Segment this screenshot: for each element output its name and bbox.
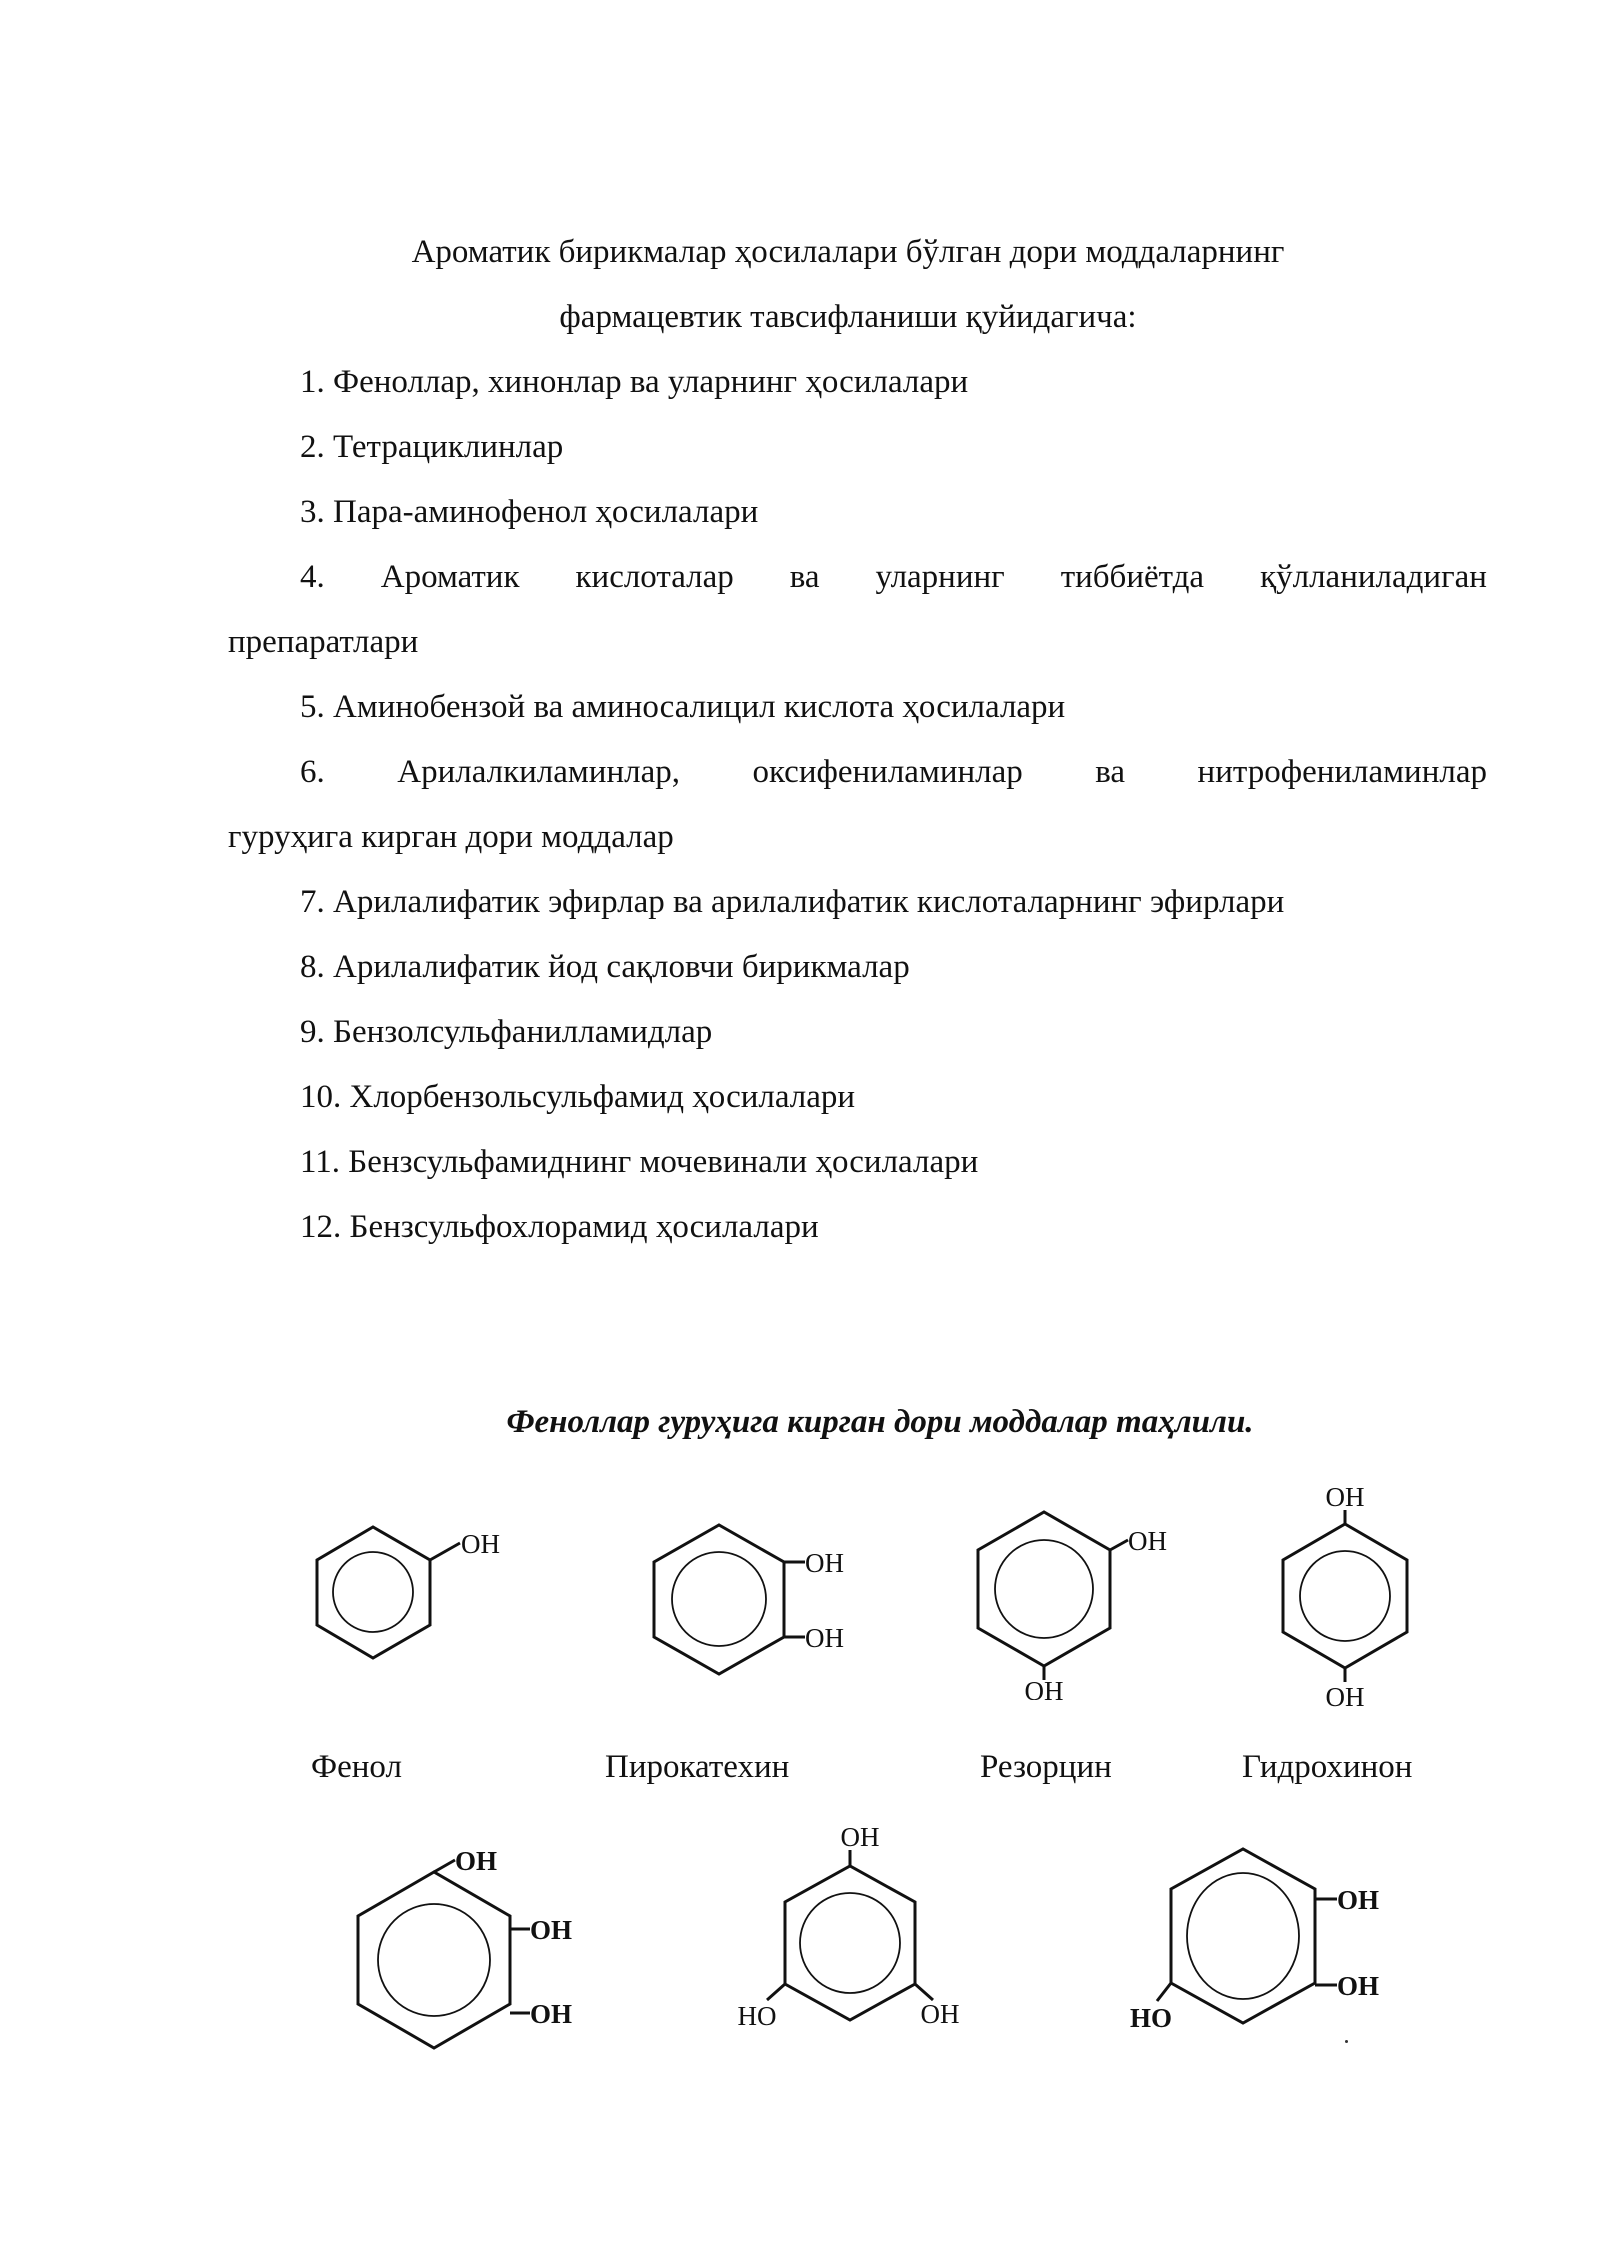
resorcinol-structure: [960, 1500, 1190, 1700]
list-item-4-word: уларнинг: [875, 559, 1005, 595]
ho-label: HO: [737, 2001, 777, 2031]
list-item-9: 9. Бензолсульфанилламидлар: [300, 1014, 713, 1050]
list-item-4-continuation: препаратлари: [228, 624, 419, 660]
list-item-6-continuation: гуруҳига кирган дори моддалар: [228, 819, 674, 855]
list-item-6-word: оксифениламинлар: [752, 754, 1023, 790]
list-item-4: [300, 557, 1487, 597]
list-item-2: 2. Тетрациклинлар: [300, 429, 564, 465]
page-heading-line1: Ароматик бирикмалар ҳосилалари бўлган дори моддаларнинг: [411, 234, 1285, 270]
list-item-4-word: 4.: [300, 559, 325, 595]
oh-label: OH: [920, 1999, 960, 2029]
list-item-7: 7. Арилалифатик эфирлар ва арилалифатик кислоталарнинг эфирлари: [300, 884, 1285, 920]
list-item-4-word: Ароматик: [380, 559, 520, 595]
oh-label: OH: [530, 1915, 573, 1945]
list-item-6-word: нитрофениламинлар: [1197, 754, 1487, 790]
caption-pyrocatechol: Пирокатехин: [605, 1749, 790, 1785]
page-heading-line2: фармацевтик тавсифланиши қуйидагича:: [559, 299, 1137, 335]
oh-label: OH: [1337, 1971, 1380, 2001]
caption-resorcinol: Резорцин: [980, 1749, 1112, 1785]
list-item-6-word: Арилалкиламинлар,: [397, 754, 680, 790]
oh-label: OH: [805, 1623, 844, 1653]
list-item-4-word: ва: [789, 559, 820, 595]
pyrocatechol-structure: [630, 1510, 860, 1700]
hydroquinone-structure: [1270, 1480, 1440, 1710]
oh-label: OH: [1337, 1885, 1380, 1915]
phenol-structure: [300, 1520, 530, 1680]
list-item-3: 3. Пара-аминофенол ҳосилалари: [300, 494, 759, 530]
list-item-11: 11. Бензсульфамиднинг мочевинали ҳосилалари: [300, 1144, 979, 1180]
list-item-6-word: 6.: [300, 754, 325, 790]
phloroglucinol-structure: [715, 1820, 985, 2050]
list-item-4-word: кислоталар: [575, 559, 734, 595]
list-item-10: 10. Хлорбензольсульфамид ҳосилалари: [300, 1079, 856, 1115]
list-item-4-word: қўлланиладиган: [1260, 559, 1487, 595]
oh-label: OH: [840, 1822, 880, 1852]
oh-label: OH: [1128, 1526, 1167, 1556]
oh-label: OH: [461, 1529, 500, 1559]
list-item-8: 8. Арилалифатик йод сақловчи бирикмалар: [300, 949, 910, 985]
caption-hydroquinone: Гидрохинон: [1242, 1749, 1413, 1785]
caption-phenol: Фенол: [311, 1749, 402, 1785]
list-item-5: 5. Аминобензой ва аминосалицил кислота ҳосилалари: [300, 689, 1066, 725]
oh-label: OH: [805, 1548, 844, 1578]
pyrogallol-structure: [330, 1840, 580, 2070]
list-item-12: 12. Бензсульфохлорамид ҳосилалари: [300, 1209, 819, 1245]
list-item-6-word: ва: [1095, 754, 1126, 790]
oh-label: OH: [455, 1846, 498, 1876]
section-title: Феноллар гуруҳига кирган дори моддалар таҳлили.: [506, 1404, 1254, 1440]
list-item-4-word: тиббиётда: [1060, 559, 1205, 595]
list-item-1: 1. Феноллар, хинонлар ва уларнинг ҳосилалари: [300, 364, 969, 400]
list-item-6: [300, 752, 1487, 792]
oh-label: OH: [1325, 1682, 1365, 1710]
oh-label: OH: [530, 1999, 573, 2029]
hydroxyhydroquinone-structure: [1115, 1835, 1395, 2050]
ho-label: HO: [1129, 2003, 1173, 2033]
stray-dot: [1345, 2040, 1348, 2043]
oh-label: OH: [1024, 1676, 1064, 1700]
oh-label: OH: [1325, 1482, 1365, 1512]
